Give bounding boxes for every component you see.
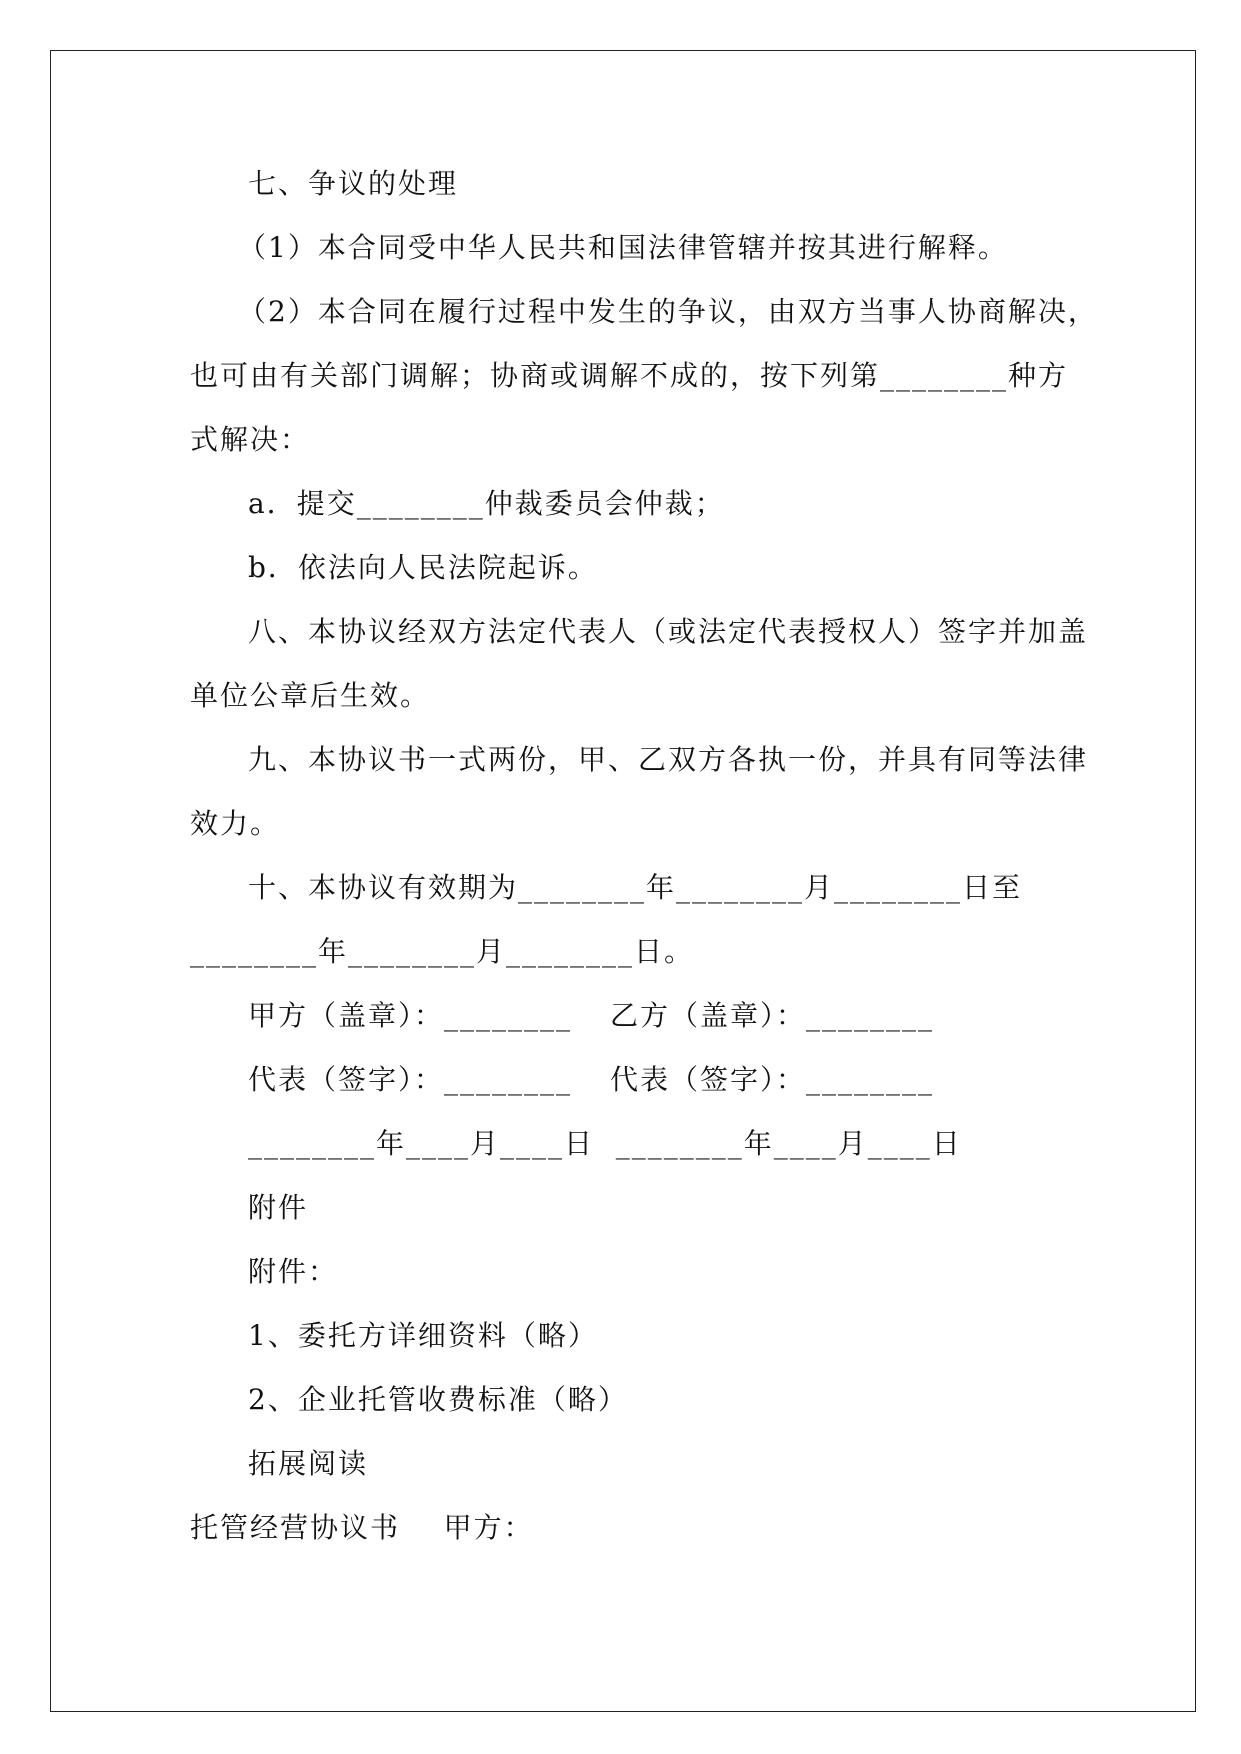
attachment-item-2: 2、企业托管收费标准（略） <box>248 1383 628 1416</box>
extended-reading-label: 拓展阅读 <box>248 1447 369 1480</box>
party-a-seal: 甲方（盖章）：________ <box>248 999 573 1032</box>
attachments-title: 附件 <box>248 1191 309 1224</box>
party-b-representative: 代表（签字）：________ <box>610 1063 935 1096</box>
section7-option-a: a．提交________仲裁委员会仲裁； <box>248 487 725 520</box>
section10-line1: 十、本协议有效期为________年________月________日至 <box>248 871 1023 904</box>
section8-line1: 八、本协议经双方法定代表人（或法定代表授权人）签字并加盖 <box>248 615 1089 648</box>
section7-clause2-line1: （2）本合同在履行过程中发生的争议，由双方当事人协商解决， <box>238 295 1098 328</box>
section7-clause2-line3: 式解决： <box>190 423 311 456</box>
section10-line2: ________年________月________日。 <box>190 935 695 968</box>
signature-date-line: ________年____月____日 ________年____月____日 <box>248 1127 962 1160</box>
section7-option-b: b．依法向人民法院起诉。 <box>248 551 598 584</box>
section7-clause1: （1）本合同受中华人民共和国法律管辖并按其进行解释。 <box>238 231 1008 264</box>
section7-heading: 七、争议的处理 <box>248 167 459 200</box>
party-b-seal: 乙方（盖章）：________ <box>610 999 935 1032</box>
attachment-item-1: 1、委托方详细资料（略） <box>248 1319 598 1352</box>
extended-reading-last-line: 托管经营协议书 甲方： <box>190 1511 534 1544</box>
section9-line1: 九、本协议书一式两份，甲、乙双方各执一份，并具有同等法律 <box>248 743 1089 776</box>
attachments-title-colon: 附件： <box>248 1255 339 1288</box>
section8-line2: 单位公章后生效。 <box>190 679 431 712</box>
party-a-representative: 代表（签字）：________ <box>248 1063 573 1096</box>
section9-line2: 效力。 <box>190 807 281 840</box>
section7-clause2-line2: 也可由有关部门调解；协商或调解不成的，按下列第________种方 <box>190 359 1069 392</box>
